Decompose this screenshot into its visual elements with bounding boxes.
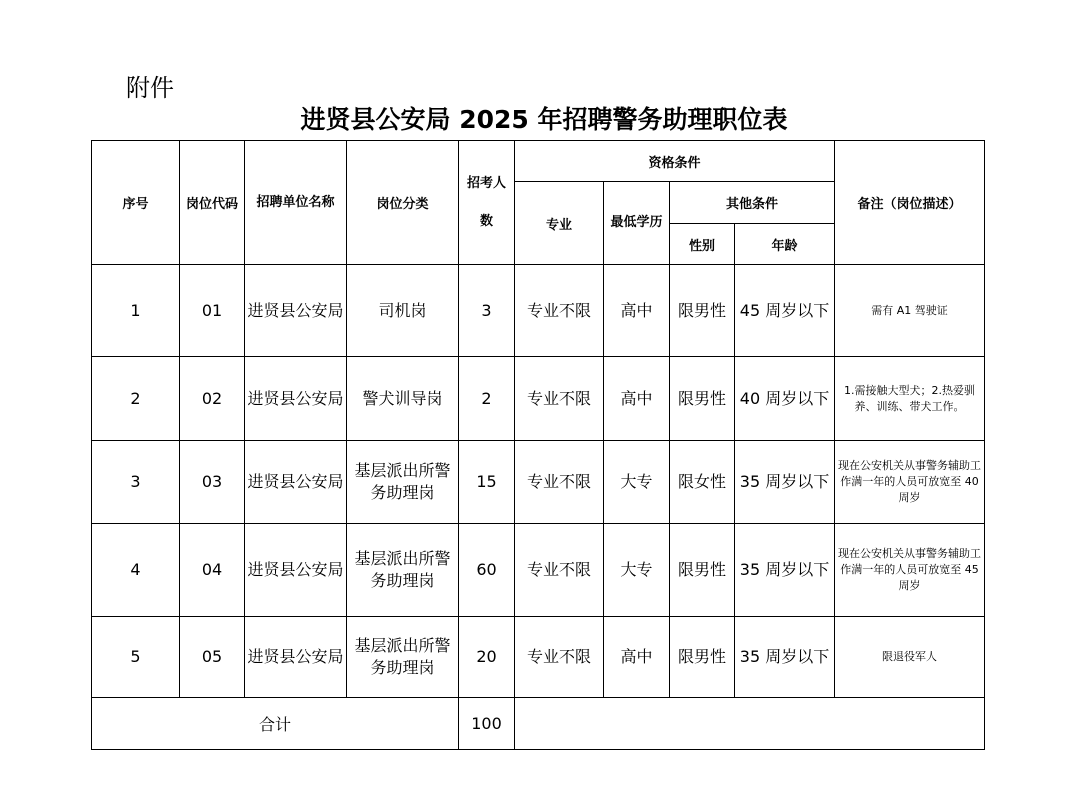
total-count: 100 bbox=[459, 698, 515, 750]
header-category: 岗位分类 bbox=[347, 141, 459, 265]
cell-unit: 进贤县公安局 bbox=[245, 617, 347, 698]
cell-category: 基层派出所警务助理岗 bbox=[347, 524, 459, 617]
cell-major: 专业不限 bbox=[515, 524, 604, 617]
cell-category: 基层派出所警务助理岗 bbox=[347, 441, 459, 524]
cell-education: 高中 bbox=[604, 617, 670, 698]
attachment-label: 附件 bbox=[126, 74, 174, 102]
cell-gender: 限女性 bbox=[670, 441, 735, 524]
cell-seq: 4 bbox=[92, 524, 180, 617]
cell-age: 35 周岁以下 bbox=[735, 524, 835, 617]
header-education: 最低学历 bbox=[604, 182, 670, 265]
cell-education: 大专 bbox=[604, 441, 670, 524]
cell-code: 02 bbox=[180, 357, 245, 441]
cell-count: 15 bbox=[459, 441, 515, 524]
header-notes: 备注（岗位描述） bbox=[835, 141, 985, 265]
cell-unit: 进贤县公安局 bbox=[245, 357, 347, 441]
cell-major: 专业不限 bbox=[515, 617, 604, 698]
table-row bbox=[92, 617, 985, 698]
document-title: 进贤县公安局 2025 年招聘警务助理职位表 bbox=[300, 105, 788, 134]
cell-category: 基层派出所警务助理岗 bbox=[347, 617, 459, 698]
cell-major: 专业不限 bbox=[515, 441, 604, 524]
cell-category: 警犬训导岗 bbox=[347, 357, 459, 441]
cell-count: 60 bbox=[459, 524, 515, 617]
cell-unit: 进贤县公安局 bbox=[245, 441, 347, 524]
header-unit: 招聘单位名称 bbox=[245, 141, 347, 265]
cell-gender: 限男性 bbox=[670, 617, 735, 698]
cell-age: 35 周岁以下 bbox=[735, 441, 835, 524]
cell-category: 司机岗 bbox=[347, 265, 459, 357]
cell-age: 40 周岁以下 bbox=[735, 357, 835, 441]
cell-age: 45 周岁以下 bbox=[735, 265, 835, 357]
cell-education: 高中 bbox=[604, 357, 670, 441]
total-empty-cell bbox=[515, 698, 985, 750]
cell-code: 01 bbox=[180, 265, 245, 357]
cell-code: 05 bbox=[180, 617, 245, 698]
cell-notes: 限退役军人 bbox=[835, 617, 985, 698]
positions-table bbox=[91, 140, 985, 750]
cell-seq: 3 bbox=[92, 441, 180, 524]
cell-gender: 限男性 bbox=[670, 265, 735, 357]
header-qualifications: 资格条件 bbox=[515, 141, 835, 182]
cell-unit: 进贤县公安局 bbox=[245, 524, 347, 617]
header-major: 专业 bbox=[515, 182, 604, 265]
cell-notes: 现在公安机关从事警务辅助工作满一年的人员可放宽至 45 周岁 bbox=[835, 524, 985, 617]
cell-major: 专业不限 bbox=[515, 357, 604, 441]
cell-code: 03 bbox=[180, 441, 245, 524]
cell-count: 2 bbox=[459, 357, 515, 441]
cell-notes: 1.需接触大型犬；2.热爱驯养、训练、带犬工作。 bbox=[835, 357, 985, 441]
cell-count: 3 bbox=[459, 265, 515, 357]
header-code: 岗位代码 bbox=[180, 141, 245, 265]
cell-seq: 1 bbox=[92, 265, 180, 357]
cell-unit: 进贤县公安局 bbox=[245, 265, 347, 357]
header-count: 招考人数 bbox=[459, 141, 515, 265]
cell-education: 大专 bbox=[604, 524, 670, 617]
cell-notes: 需有 A1 驾驶证 bbox=[835, 265, 985, 357]
header-row-1 bbox=[92, 141, 985, 182]
cell-education: 高中 bbox=[604, 265, 670, 357]
table-row bbox=[92, 265, 985, 357]
cell-count: 20 bbox=[459, 617, 515, 698]
cell-major: 专业不限 bbox=[515, 265, 604, 357]
cell-gender: 限男性 bbox=[670, 357, 735, 441]
cell-gender: 限男性 bbox=[670, 524, 735, 617]
header-gender: 性别 bbox=[670, 224, 735, 265]
table-row bbox=[92, 524, 985, 617]
total-row bbox=[92, 698, 985, 750]
total-label: 合计 bbox=[92, 698, 459, 750]
cell-notes: 现在公安机关从事警务辅助工作满一年的人员可放宽至 40 周岁 bbox=[835, 441, 985, 524]
header-seq: 序号 bbox=[92, 141, 180, 265]
table-row bbox=[92, 441, 985, 524]
header-age: 年龄 bbox=[735, 224, 835, 265]
header-other: 其他条件 bbox=[670, 182, 835, 224]
cell-code: 04 bbox=[180, 524, 245, 617]
cell-seq: 2 bbox=[92, 357, 180, 441]
cell-age: 35 周岁以下 bbox=[735, 617, 835, 698]
table-row bbox=[92, 357, 985, 441]
cell-seq: 5 bbox=[92, 617, 180, 698]
